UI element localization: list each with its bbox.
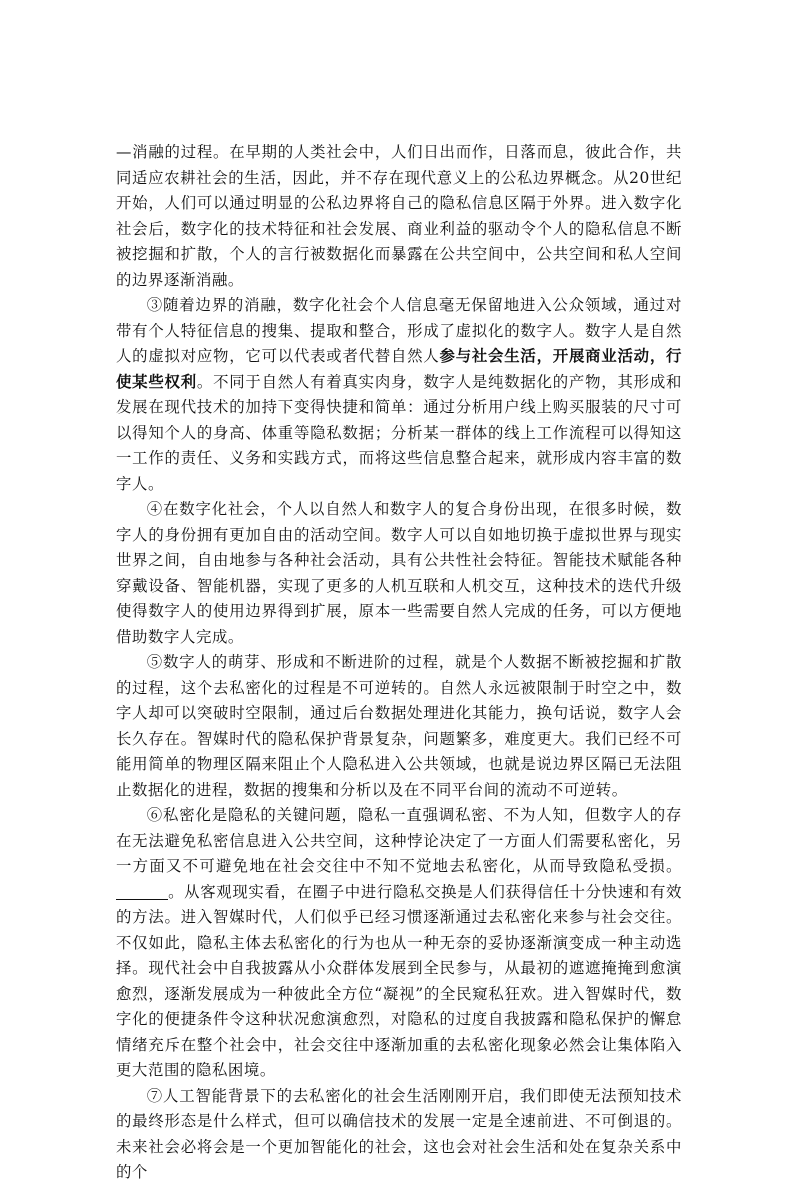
text-run: —消融的过程。在早期的人类社会中，人们日出而作，日落而息，彼此合作，共同适应农耕社会的生活，因此，并不存在现代意义上的公私边界概念。从20世纪开始，人们可以通过明显的公私边界将自己的隐私信息区隔于外界。进入数字化社会后，数字化的技术特征和社会发展、商业利益的驱动令个人的隐私信息不断被挖掘和扩散，个人的言行被数据化而暴露在公共空间中，公共空间和私人空间的边界逐渐消融。: [116, 143, 682, 289]
text-run: ⑥私密化是隐私的关键问题，隐私一直强调私密、不为人知，但数字人的存在无法避免私密信息进入公共空间，这种悖论决定了一方面人们需要私密化，另一方面又不可避免地在社会交往中不知不觉地去私密化，从而导致隐私受损。: [116, 806, 682, 875]
text-run: ⑦人工智能背景下的去私密化的社会生活刚刚开启，我们即使无法预知技术的最终形态是什么样式，但可以确信技术的发展一定是全速前进、不可倒退的。未来社会必将会是一个更加智能化的社会，这也会对社会生活和处在复杂关系中的个: [116, 1086, 682, 1181]
paragraph-4: [116, 497, 682, 650]
text-run: ③随着边界的消融，数字化社会个人信息毫无保留地进入公众领域，通过对带有个人特征信息的搜集、提取和整合，形成了虚拟化的数字人。数字人是自然人的虚拟对应物，它可以代表或者代替自然人: [116, 296, 682, 365]
paragraph-7: [116, 1084, 682, 1186]
paragraph-5: [116, 650, 682, 803]
paragraph-3: [116, 293, 682, 497]
text-run: ⑤数字人的萌芽、形成和不断进阶的过程，就是个人数据不断被挖掘和扩散的过程，这个去私密化的过程是不可逆转的。自然人永远被限制于时空之中，数字人却可以突破时空限制，通过后台数据处理进化其能力，换句话说，数字人会长久存在。智媒时代的隐私保护背景复杂，问题繁多，难度更大。我们已经不可能用简单的物理区隔来阻止个人隐私进入公共领域，也就是说边界区隔已无法阻止数据化的进程，数据的搜集和分析以及在不同平台间的流动不可逆转。: [116, 653, 682, 799]
fill-in-blank: [116, 883, 168, 900]
paragraph-6: [116, 803, 682, 1084]
bold-phrase: 参与社会生活，开展商业活动，行使某些权利: [116, 347, 682, 391]
paragraph-2-continued: [116, 140, 682, 293]
text-run: ④在数字化社会，个人以自然人和数字人的复合身份出现，在很多时候，数字人的身份拥有更加自由的活动空间。数字人可以自如地切换于虚拟世界与现实世界之间，自由地参与各种社会活动，具有公共性社会特征。智能技术赋能各种穿戴设备、智能机器，实现了更多的人机互联和人机交互，这种技术的迭代升级使得数字人的使用边界得到扩展，原本一些需要自然人完成的任务，可以方便地借助数字人完成。: [116, 500, 682, 646]
text-run: 。从客观现实看，在圈子中进行隐私交换是人们获得信任十分快速和有效的方法。进入智媒时代，人们似乎已经习惯逐渐通过去私密化来参与社会交往。不仅如此，隐私主体去私密化的行为也从一种无奈的妥协逐渐演变成一种主动选择。现代社会中自我披露从小众群体发展到全民参与，从最初的遮遮掩掩到愈演愈烈，逐渐发展成为一种彼此全方位“凝视”的全民窥私狂欢。进入智媒时代，数字化的便捷条件令这种状况愈演愈烈，对隐私的过度自我披露和隐私保护的懈怠情绪充斥在整个社会中，社会交往中逐渐加重的去私密化现象必然会让集体陷入更大范围的隐私困境。: [116, 882, 682, 1079]
document-body: [116, 140, 682, 1186]
text-run: 。不同于自然人有着真实肉身，数字人是纯数据化的产物，其形成和发展在现代技术的加持下变得快捷和简单：通过分析用户线上购买服装的尺寸可以得知个人的身高、体重等隐私数据；分析某一群体的线上工作流程可以得知这一工作的责任、义务和实践方式，而将这些信息整合起来，就形成内容丰富的数字人。: [116, 372, 682, 493]
